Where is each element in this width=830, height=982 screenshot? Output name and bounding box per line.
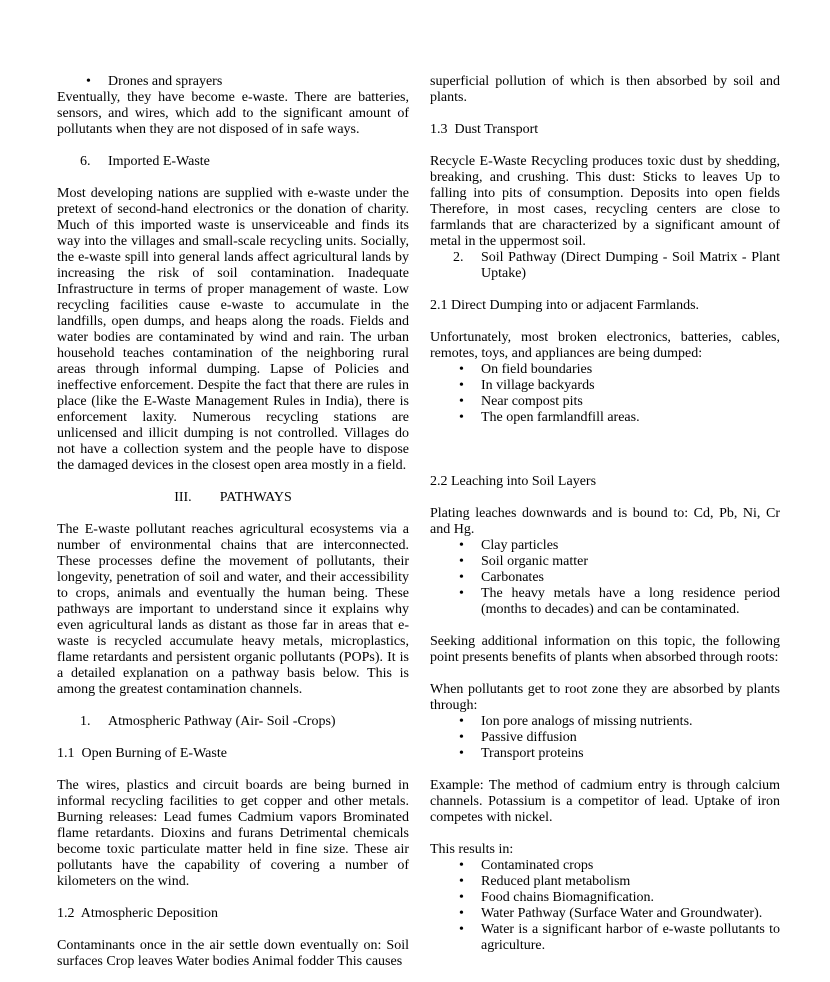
subsection-heading: 2.1 Direct Dumping into or adjacent Farmlands. [430,298,700,313]
subsection-heading: 1.2 Atmospheric Deposition [57,906,218,921]
numbered-heading [57,714,409,730]
bullet-item: • In village backyards [430,378,780,394]
numbered-heading-text: Atmospheric Pathway (Air- Soil -Crops) [108,714,336,729]
numbered-heading [430,250,780,282]
bullet-item: • The heavy metals have a long residence period (months to decades) and can be contaminated. [430,586,780,618]
list-number: 1. [80,714,91,729]
paragraph: Unfortunately, most broken electronics, batteries, cables, remotes, toys, and appliances are being dumped: [430,330,780,361]
bullet-list [430,858,780,954]
list-number: 6. [80,154,91,169]
bullet-item: • Water is a significant harbor of e-waste pollutants to agriculture. [430,922,780,954]
paragraph: The E-waste pollutant reaches agricultural ecosystems via a number of environmental chains that are interconnected. These processes define the movement of pollutants, their longevity, penetration of soil and water, and their accessibility to crops, animals and eventually the human being. These pathways are important to understand since it explains why even agricultural lands as distant as those far in areas that e-waste is recycled accumulate heavy metals, microplastics, flame retardants and persistent organic pollutants (POPs). It is a detailed explanation on a pathway basis below. This is among the greatest contamination channels. [57,522,409,697]
paragraph: Contaminants once in the air settle down eventually on: Soil surfaces Crop leaves Water bodies Animal fodder This causes [57,938,409,969]
section-title: PATHWAYS [219,490,292,505]
numbered-heading-text: Imported E-Waste [108,154,210,169]
bullet-item: • Food chains Biomagnification. [430,890,780,906]
column-right [430,74,780,954]
paragraph: The wires, plastics and circuit boards are being burned in informal recycling facilities to get copper and other metals. Burning releases: Lead fumes Cadmium vapors Brominated flame retardants. Dioxins and furans Detrimental chemicals become toxic particulate matter held in fine size. These air pollutants have the capability of covering a number of kilometers on the wind. [57,778,409,889]
subsection-heading: 2.2 Leaching into Soil Layers [430,474,597,489]
numbered-heading-text: Soil Pathway (Direct Dumping - Soil Matrix - Plant Uptake) [481,250,780,281]
paragraph: When pollutants get to root zone they are absorbed by plants through: [430,682,780,713]
bullet-item: • Ion pore analogs of missing nutrients. [430,714,780,730]
section-heading [57,490,409,506]
bullet-item: • Clay particles [430,538,780,554]
bullet-list [430,714,780,762]
bullet-item: • Carbonates [430,570,780,586]
bullet-list [430,538,780,618]
paragraph: Recycle E-Waste Recycling produces toxic dust by shedding, breaking, and crushing. This dust: Sticks to leaves Up to falling into pits of consumption. Deposits into open fields Therefore, in most cases, recycling centers are close to farmlands that are characterized by a significant amount of metal in the uppermost soil. [430,154,780,249]
paragraph: Seeking additional information on this topic, the following point presents benefits of plants when absorbed through roots: [430,634,780,665]
numbered-heading [57,154,409,170]
bullet-item: • Water Pathway (Surface Water and Groundwater). [430,906,780,922]
bullet-item: • On field boundaries [430,362,780,378]
column-left [57,74,409,970]
list-number: 2. [453,250,464,265]
bullet-item: • Soil organic matter [430,554,780,570]
bullet-list [430,362,780,426]
paragraph: superficial pollution of which is then absorbed by soil and plants. [430,74,780,105]
paragraph: Plating leaches downwards and is bound to: Cd, Pb, Ni, Cr and Hg. [430,506,780,537]
bullet-item: • The open farmlandfill areas. [430,410,780,426]
subsection-heading: 1.3 Dust Transport [430,122,539,137]
bullet-item: • Passive diffusion [430,730,780,746]
bullet-item: • Near compost pits [430,394,780,410]
bullet-item: • Transport proteins [430,746,780,762]
subsection-heading: 1.1 Open Burning of E-Waste [57,746,227,761]
bullet-item: • Reduced plant metabolism [430,874,780,890]
bullet-list [57,74,409,90]
section-number: III. [174,490,192,505]
bullet-item: • Contaminated crops [430,858,780,874]
paragraph: This results in: [430,842,514,857]
paragraph: Example: The method of cadmium entry is through calcium channels. Potassium is a competitor of lead. Uptake of iron competes with nickel. [430,778,780,825]
paragraph: Most developing nations are supplied with e-waste under the pretext of second-hand electronics or the donation of charity. Much of this imported waste is unserviceable and finds its way into the villages and small-scale recycling units. Socially, the e-waste spill into general lands affect agricultural lands by increasing the risk of soil contamination. Inadequate Infrastructure in terms of proper management of waste. Low recycling facilities cause e-waste to accumulate in the landfills, open dumps, and heaps along the roads. Fields and water bodies are contaminated by wind and rain. The urban household teaches contamination of the neighboring rural areas through informal dumping. Lapse of Policies and ineffective enforcement. Despite the fact that there are rules in place (like the E-Waste Management Rules in India), there is enforcement laxity. Numerous recycling stations are unlicensed and illicit dumping is not controlled. Villages do not have a collection system and the people have to dispose the damaged devices in the closest open area mostly in a field. [57,186,409,473]
bullet-item: • Drones and sprayers [57,74,409,90]
paragraph: Eventually, they have become e-waste. There are batteries, sensors, and wires, which add to the significant amount of pollutants when they are not disposed of in safe ways. [57,90,409,137]
